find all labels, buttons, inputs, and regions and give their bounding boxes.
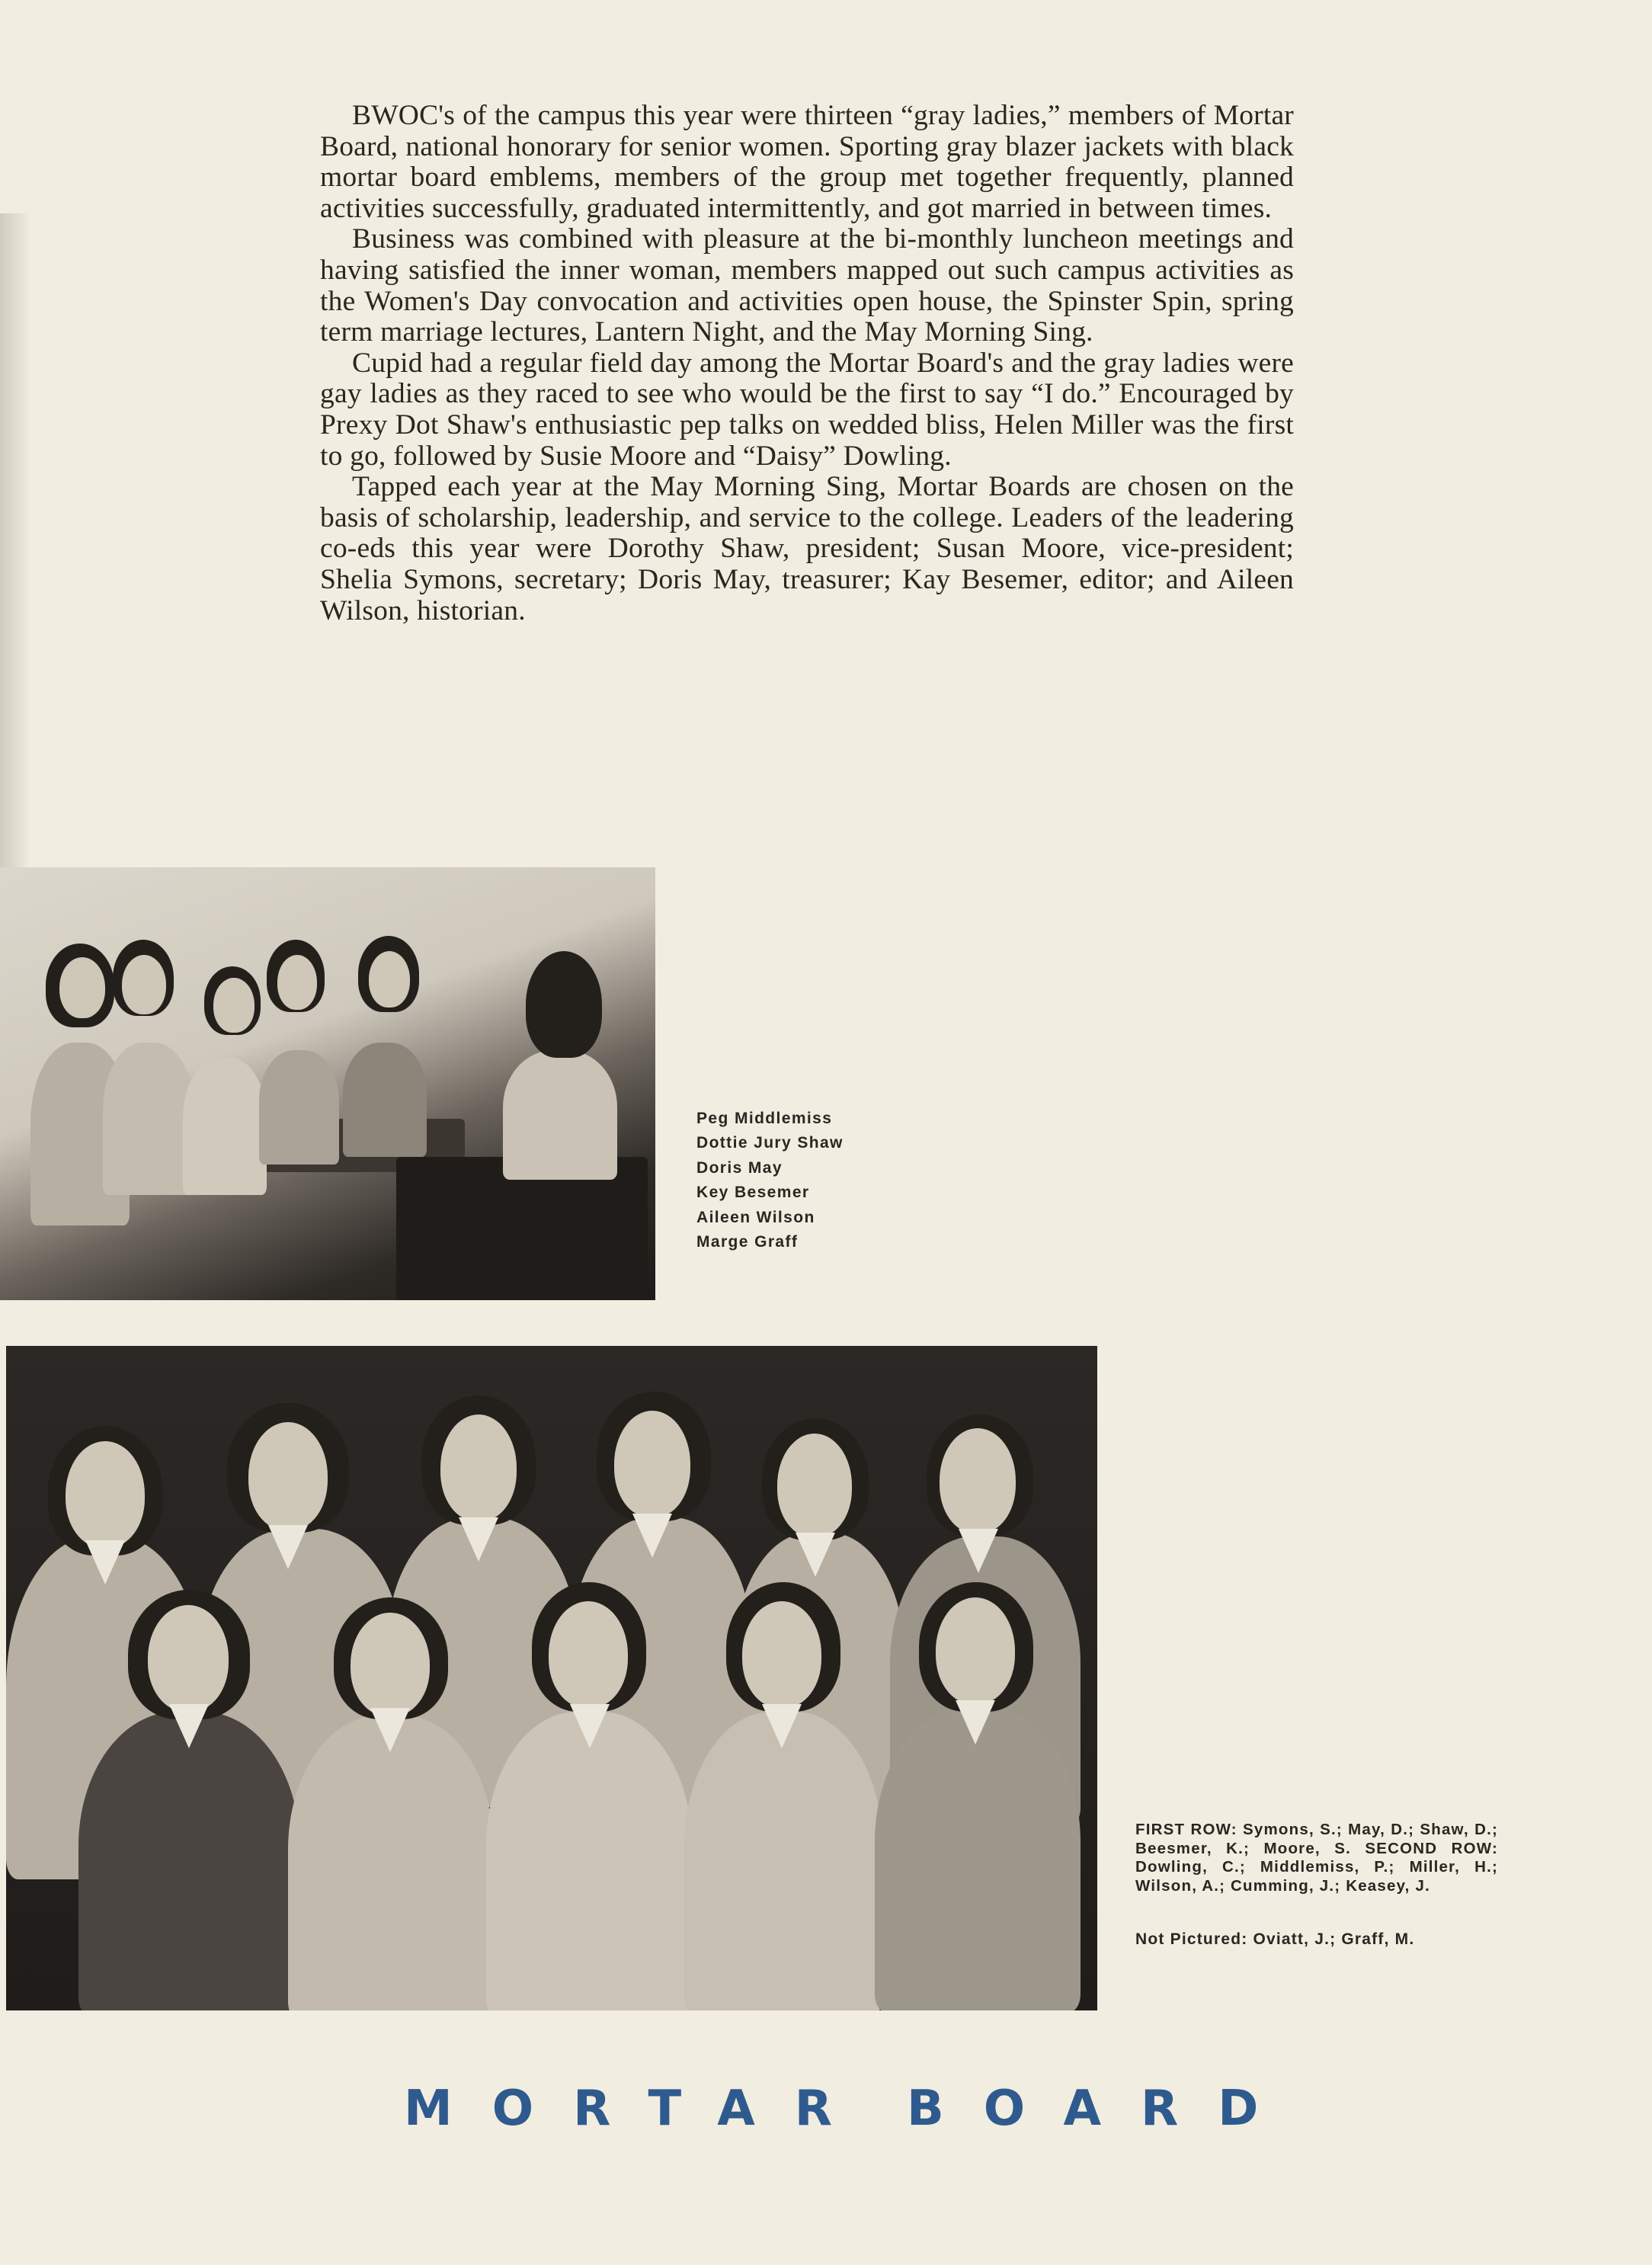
caption-name: Key Besemer (696, 1184, 810, 1202)
page-binding-shadow (0, 213, 30, 869)
caption-name: Doris May (696, 1158, 783, 1177)
group-portrait-caption: FIRST ROW: Symons, S.; May, D.; Shaw, D.; Beesmer, K.; Moore, S. SECOND ROW: Dowling, C.; Middlemiss, P.; Miller, H.; Wilson, A.; Cumming, J.; Keasey, J. (1135, 1821, 1498, 1895)
article-paragraph-1: BWOC's of the campus this year were thirteen “gray ladies,” members of Mortar Board, national honorary for senior women. Sporting gray blazer jackets with black mortar board emblems, members of the group met together frequently, planned activities successfully, graduated intermittently, and got married in between times. (320, 100, 1294, 224)
group-portrait-photo (6, 1346, 1097, 2010)
caption-name: Aileen Wilson (696, 1208, 815, 1226)
article-paragraph-2: Business was combined with pleasure at the bi-monthly luncheon meetings and having satisfied the inner woman, members mapped out such campus activities as the Women's Day convocation and activities open house, the Spinster Spin, spring term marriage lectures, Lantern Night, and the May Morning Sing. (320, 223, 1294, 348)
article-paragraph-4: Tapped each year at the May Morning Sing, Mortar Boards are chosen on the basis of scholarship, leadership, and service to the college. Leaders of the leadering co-eds this year were Dorothy Shaw, president; Susan Moore, vice-president; Shelia Symons, secretary; Doris May, treasurer; Kay Besemer, editor; and Aileen Wilson, historian. (320, 471, 1294, 626)
luncheon-photo (0, 867, 655, 1300)
caption-name: Dottie Jury Shaw (696, 1134, 844, 1152)
caption-name: Marge Graff (696, 1233, 799, 1251)
section-title-word-2: BOARD (907, 2081, 1298, 2137)
luncheon-caption (696, 1107, 844, 1254)
section-title-word-1: MORTAR (404, 2081, 872, 2137)
caption-name: Peg Middlemiss (696, 1110, 833, 1127)
article-body (320, 101, 1294, 626)
article-paragraph-3: Cupid had a regular field day among the Mortar Board's and the gray ladies were gay ladies as they raced to see who would be the first to say “I do.” Encouraged by Prexy Dot Shaw's enthusiastic pep talks on wedded bliss, Helen Miller was the first to go, followed by Susie Moore and “Daisy” Dowling. (320, 347, 1294, 472)
not-pictured-caption: Not Pictured: Oviatt, J.; Graff, M. (1135, 1930, 1415, 1948)
